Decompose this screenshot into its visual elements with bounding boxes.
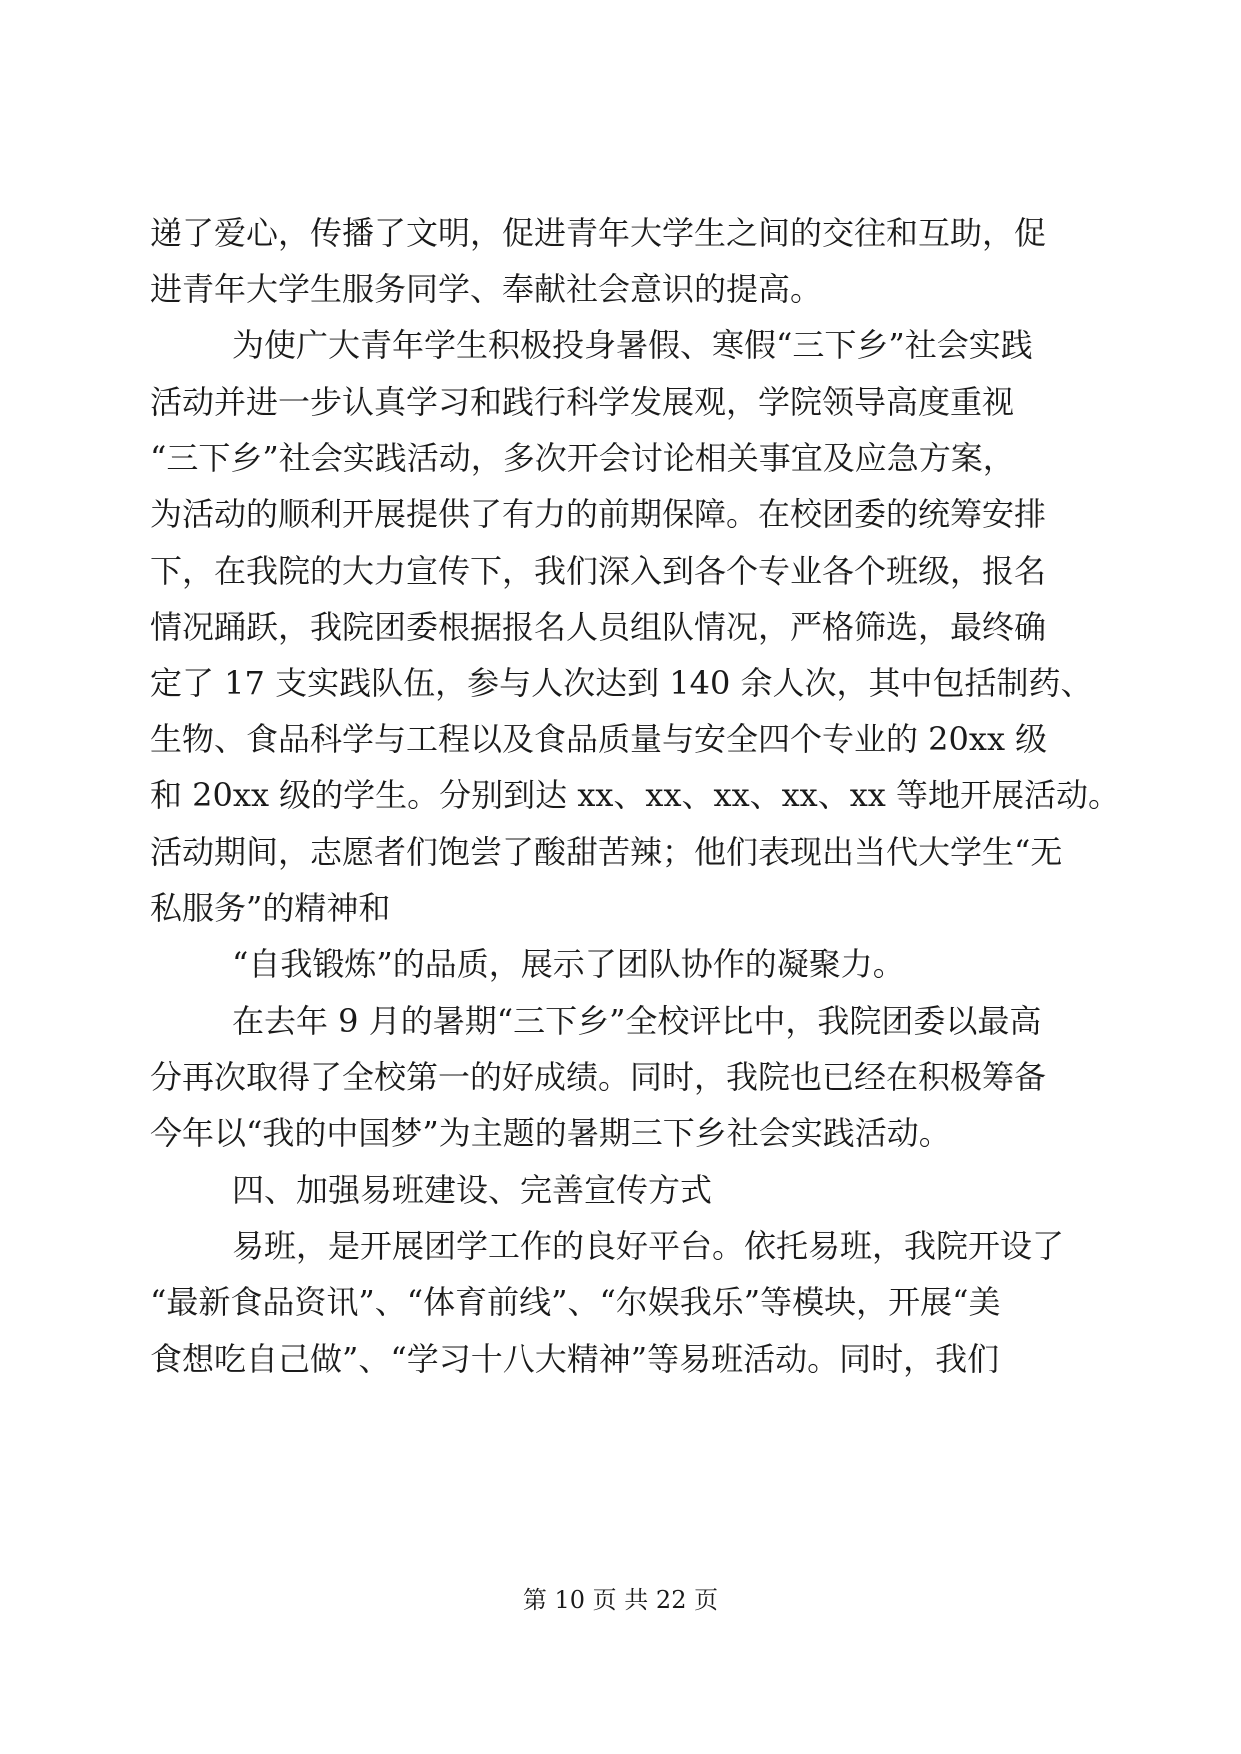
text-line-content: 易班，是开展团学工作的良好平台。依托易班，我院开设了 — [232, 1227, 1065, 1265]
text-line-content: “最新食品资讯”、“体育前线”、“尔娱我乐”等模块，开展“美 — [150, 1283, 1001, 1321]
text-line-content: 活动期间，志愿者们饱尝了酸甜苦辣；他们表现出当代大学生“无 — [150, 833, 1063, 871]
text-line-content: 下，在我院的大力宣传下，我们深入到各个专业各个班级，报名 — [150, 552, 1047, 590]
text-line-content: 进青年大学生服务同学、奉献社会意识的提高。 — [150, 270, 823, 308]
text-line-content: 定了 17 支实践队伍，参与人次达到 140 余人次，其中包括制药、 — [150, 664, 1093, 702]
text-line — [0, 1216, 1241, 1276]
text-line-content: 递了爱心，传播了文明，促进青年大学生之间的交往和互助，促 — [150, 214, 1047, 252]
text-line — [0, 991, 1241, 1051]
text-line — [0, 428, 1241, 488]
text-line-content: 生物、食品科学与工程以及食品质量与安全四个专业的 20xx 级 — [150, 720, 1048, 758]
text-line — [0, 1272, 1241, 1332]
text-line — [0, 822, 1241, 882]
text-line — [0, 934, 1241, 994]
text-line — [0, 1103, 1241, 1163]
text-line — [0, 653, 1241, 713]
text-line — [0, 541, 1241, 601]
text-line — [0, 1047, 1241, 1107]
text-line — [0, 259, 1241, 319]
text-line — [0, 372, 1241, 432]
text-line-content: 分再次取得了全校第一的好成绩。同时，我院也已经在积极筹备 — [150, 1058, 1047, 1096]
text-line — [0, 315, 1241, 375]
text-line-content: 情况踊跃，我院团委根据报名人员组队情况，严格筛选，最终确 — [150, 608, 1047, 646]
text-line-content: “自我锻炼”的品质，展示了团队协作的凝聚力。 — [232, 945, 905, 983]
text-line-content: 活动并进一步认真学习和践行科学发展观，学院领导高度重视 — [150, 383, 1015, 421]
text-line-content: 私服务”的精神和 — [150, 889, 391, 927]
text-line — [0, 597, 1241, 657]
page-number-footer: 第 10 页 共 22 页 — [522, 1586, 719, 1614]
text-line — [0, 709, 1241, 769]
text-line — [0, 1329, 1241, 1389]
text-line-content: 为活动的顺利开展提供了有力的前期保障。在校团委的统筹安排 — [150, 495, 1047, 533]
text-line — [0, 484, 1241, 544]
text-line-content: 食想吃自己做”、“学习十八大精神”等易班活动。同时，我们 — [150, 1340, 1000, 1378]
section-heading — [0, 1160, 1241, 1220]
text-line-content: 为使广大青年学生积极投身暑假、寒假“三下乡”社会实践 — [232, 326, 1033, 364]
text-line — [0, 203, 1241, 263]
text-line-content: 今年以“我的中国梦”为主题的暑期三下乡社会实践活动。 — [150, 1114, 951, 1152]
text-line — [0, 878, 1241, 938]
text-line-content: 和 20xx 级的学生。分别到达 xx、xx、xx、xx、xx 等地开展活动。 — [150, 776, 1120, 814]
text-line — [0, 765, 1241, 825]
text-line-content: 在去年 9 月的暑期“三下乡”全校评比中，我院团委以最高 — [232, 1002, 1042, 1040]
section-heading-text: 四、加强易班建设、完善宣传方式 — [232, 1171, 713, 1209]
text-line-content: “三下乡”社会实践活动，多次开会讨论相关事宜及应急方案， — [150, 439, 1015, 477]
